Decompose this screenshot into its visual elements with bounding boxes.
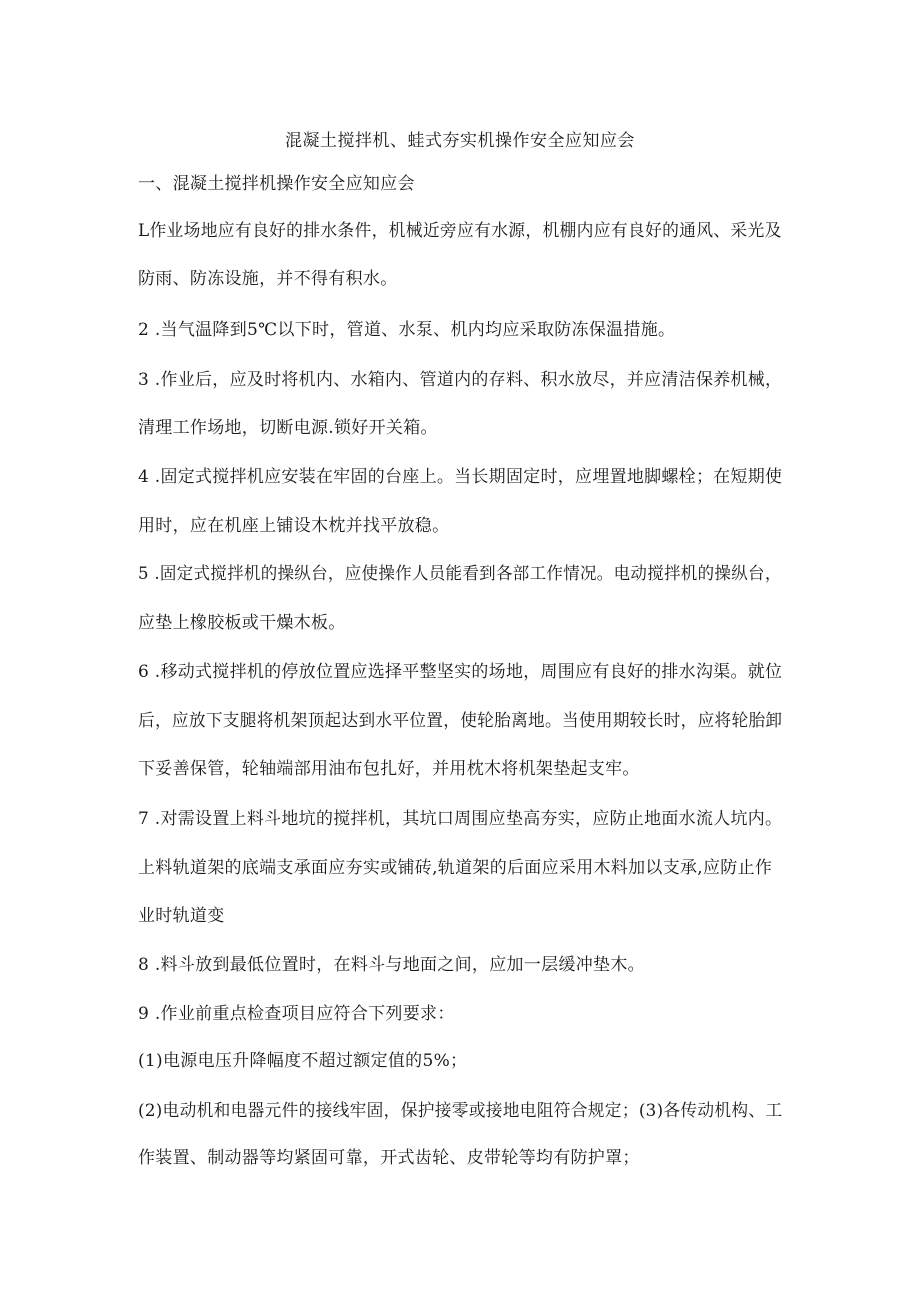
paragraph-line: 清理工作场地，切断电源.锁好开关箱。 [138, 418, 438, 438]
paragraph-line: 后，应放下支腿将机架顶起达到水平位置，使轮胎离地。当使用期较长时，应将轮胎卸 [138, 711, 783, 731]
paragraph-line: 作装置、制动器等均紧固可靠，开式齿轮、皮带轮等均有防护罩； [138, 1148, 640, 1168]
paragraph-line: 6 .移动式搅拌机的停放位置应选择平整坚实的场地，周围应有良好的排水沟渠。就位 [138, 662, 783, 682]
paragraph-line: (1)电源电压升降幅度不超过额定值的5%； [138, 1051, 468, 1071]
paragraph-line: 8 .料斗放到最低位置时，在料斗与地面之间，应加一层缓冲垫木。 [138, 955, 645, 975]
paragraph-line: 用时，应在机座上铺设木枕并找平放稳。 [138, 516, 450, 536]
paragraph-line: 业时轨道变 [138, 906, 225, 926]
paragraph-line: 上料轨道架的底端支承面应夯实或铺砖,轨道架的后面应采用木料加以支承,应防止作 [138, 858, 773, 878]
paragraph-line: 9 .作业前重点检查项目应符合下列要求： [138, 1004, 455, 1024]
paragraph-line: 2 .当气温降到5℃以下时，管道、水泵、机内均应采取防冻保温措施。 [138, 320, 676, 340]
paragraph-line: 防雨、防冻设施，并不得有积水。 [138, 269, 398, 289]
paragraph-line: 5 .固定式搅拌机的操纵台，应使操作人员能看到各部工作情况。电动搅拌机的操纵台， [138, 564, 782, 584]
paragraph-line: 7 .对需设置上料斗地坑的搅拌机，其坑口周围应垫高夯实，应防止地面水流人坑内。 [138, 809, 783, 829]
paragraph-line: 3 .作业后，应及时将机内、水箱内、管道内的存料、积水放尽，并应清洁保养机械， [138, 370, 783, 390]
paragraph-line: (2)电动机和电器元件的接线牢固，保护接零或接地电阻符合规定；(3)各传动机构、工 [138, 1101, 783, 1121]
document-title: 混凝土搅拌机、蛙式夯实机操作安全应知应会 [285, 131, 635, 151]
section-heading: 一、混凝土搅拌机操作安全应知应会 [138, 174, 415, 194]
paragraph-line: 4 .固定式搅拌机应安装在牢固的台座上。当长期固定时，应埋置地脚螺栓；在短期使 [138, 467, 783, 487]
paragraph-line: 下妥善保管，轮轴端部用油布包扎好，并用枕木将机架垫起支牢。 [138, 759, 640, 779]
paragraph-line: L作业场地应有良好的排水条件，机械近旁应有水源，机棚内应有良好的通风、采光及 [138, 221, 782, 241]
paragraph-line: 应垫上橡胶板或干燥木板。 [138, 613, 346, 633]
